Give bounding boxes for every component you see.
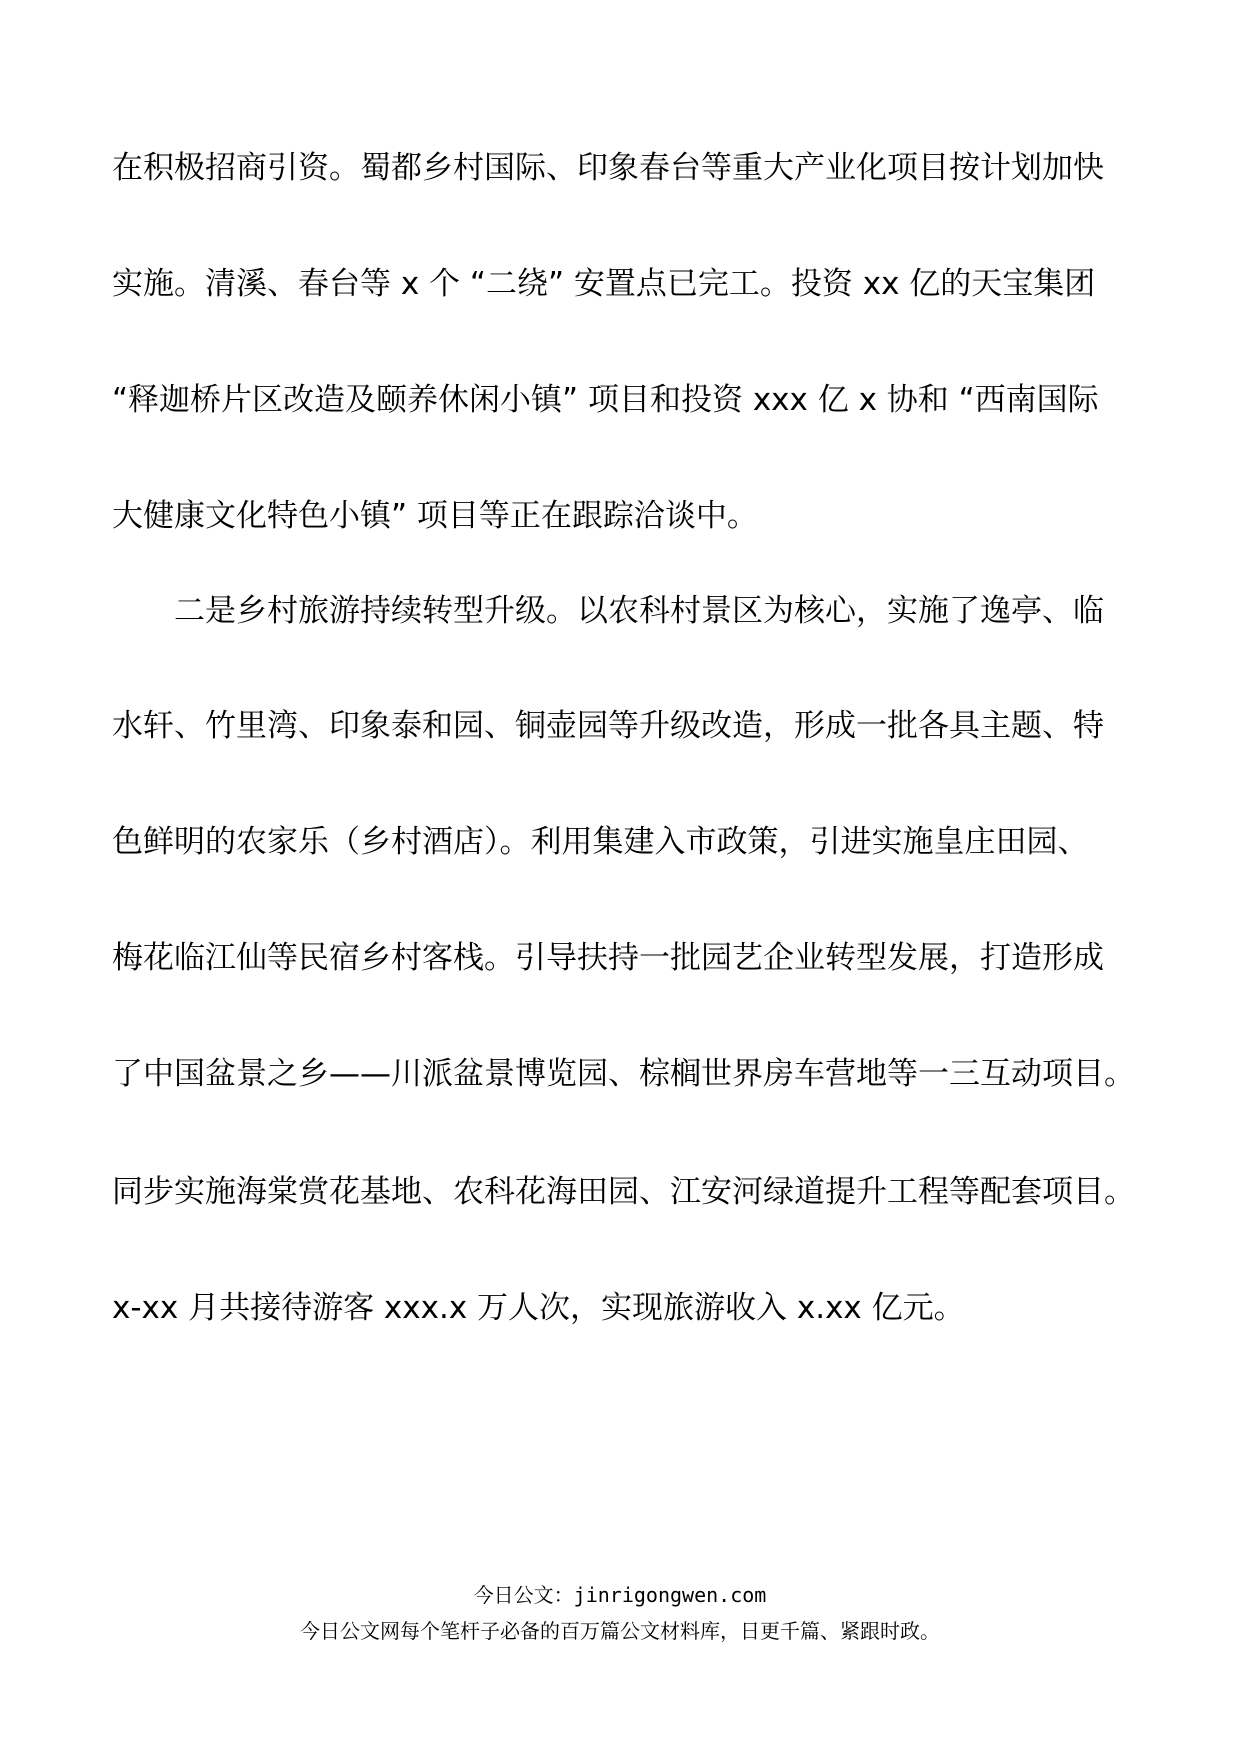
paragraph-line: 实施。清溪、春台等 x 个 “二绕” 安置点已完工。投资 xx 亿的天宝集团: [112, 266, 1096, 302]
footer-tagline: 今日公文网每个笔杆子必备的百万篇公文材料库，日更千篇、紧跟时政。: [300, 1619, 940, 1643]
paragraph-line-indented: 二是乡村旅游持续转型升级。以农科村景区为核心，实施了逸亭、临: [174, 593, 1104, 629]
footer-site-link[interactable]: jinrigongwen.com: [573, 1583, 767, 1607]
paragraph-line: 水轩、竹里湾、印象泰和园、铜壶园等升级改造，形成一批各具主题、特: [112, 708, 1104, 744]
paragraph-line: 色鲜明的农家乐（乡村酒店）。利用集建入市政策，引进实施皇庄田园、: [112, 824, 1089, 860]
paragraph-line: 在积极招商引资。蜀都乡村国际、印象春台等重大产业化项目按计划加快: [112, 150, 1104, 186]
paragraph-line: 了中国盆景之乡——川派盆景博览园、棕榈世界房车营地等一三互动项目。: [112, 1056, 1135, 1092]
paragraph-line: “释迦桥片区改造及颐养休闲小镇” 项目和投资 xxx 亿 x 协和 “西南国际: [112, 382, 1099, 418]
paragraph-line: x-xx 月共接待游客 xxx.x 万人次，实现旅游收入 x.xx 亿元。: [112, 1290, 965, 1326]
footer-site-label: 今日公文：: [473, 1583, 574, 1607]
paragraph-line: 大健康文化特色小镇” 项目等正在跟踪洽谈中。: [112, 498, 758, 534]
paragraph-line: 梅花临江仙等民宿乡村客栈。引导扶持一批园艺企业转型发展，打造形成: [112, 940, 1104, 976]
footer-site-line: [0, 1582, 1240, 1608]
paragraph-line: 同步实施海棠赏花基地、农科花海田园、江安河绿道提升工程等配套项目。: [112, 1174, 1135, 1210]
